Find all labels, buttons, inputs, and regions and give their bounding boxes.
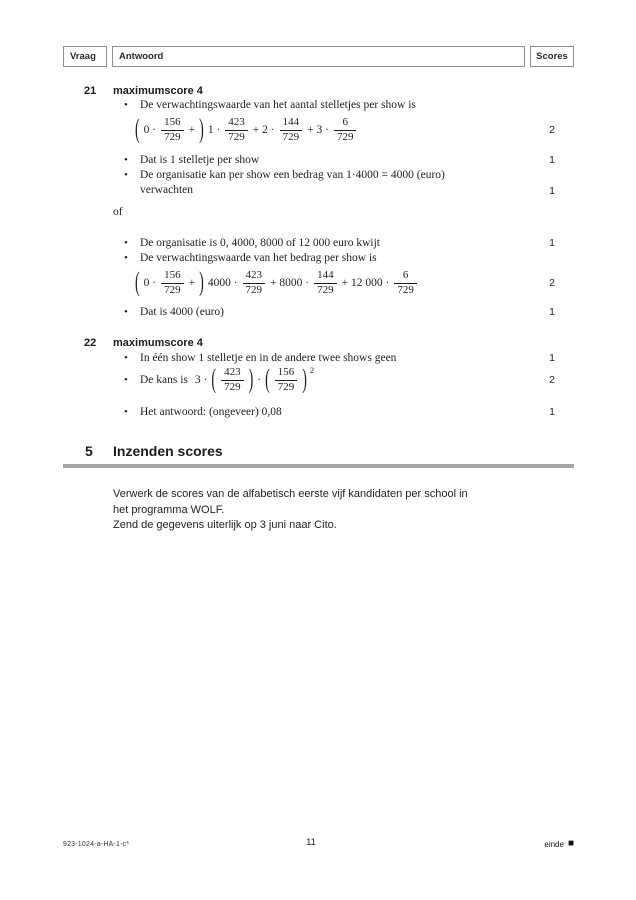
bullet-icon: • (124, 352, 128, 364)
instruction-line-2: het programma WOLF. (113, 503, 225, 516)
antwoord-label: Antwoord (119, 51, 164, 62)
bullet-text: Dat is 4000 (euro) (140, 306, 224, 318)
end-marker (544, 839, 574, 849)
einde-label: einde (544, 839, 564, 849)
bullet-text: De organisatie is 0, 4000, 8000 of 12 000 euro kwijt (140, 237, 380, 249)
q21-bullet-6 (63, 305, 574, 320)
score-value: 1 (549, 185, 555, 197)
score-value: 1 (549, 237, 555, 249)
alternative-separator: of (113, 206, 123, 218)
score-value: 1 (549, 306, 555, 318)
section-divider-rule (63, 464, 574, 468)
scores-label: Scores (536, 51, 568, 62)
section-number: 5 (85, 443, 93, 459)
bullet-text: In één show 1 stelletje en in de andere twee shows geen (140, 352, 397, 364)
vraag-label: Vraag (70, 51, 96, 62)
probability-formula: 3 · ( $\frac{423}{729}$ ) · ( $\frac{156}{729}$ ) $^2$ (194, 365, 315, 395)
q21-bullet-3 (63, 168, 574, 199)
expected-amount-formula: ( 0 · $\frac{156}{729}$ + ) 4000 · $\frac{423}{729}$ + 8000 · $\frac{144}{729}$ + 12 000 · $\frac{6}{729}$ (133, 269, 420, 296)
bullet-text (140, 168, 537, 199)
bullet-icon: • (124, 373, 128, 386)
kans-prefix: De kans is (140, 373, 188, 386)
bullet-icon: • (124, 306, 128, 318)
answer-content (63, 0, 574, 900)
bullet-text: De verwachtingswaarde van het aantal stelletjes per show is (140, 99, 416, 111)
score-value: 1 (549, 154, 555, 166)
instruction-line-1: Verwerk de scores van de alfabetisch eerste vijf kandidaten per school in (113, 488, 468, 500)
bullet-icon: • (124, 237, 128, 249)
bullet-icon: • (124, 252, 128, 264)
score-value: 2 (549, 373, 555, 386)
instruction-line-3: Zend de gegevens uiterlijk op 3 juni naar Cito. (113, 519, 337, 531)
bullet-icon: • (124, 154, 128, 166)
section-5-heading (63, 444, 574, 459)
question-22-heading (63, 336, 574, 351)
bullet-text-line-1: De organisatie kan per show een bedrag van 1·4000 = 4000 (euro) (140, 169, 445, 181)
q21-formula-1-row (63, 110, 574, 150)
section-title: Inzenden scores (113, 443, 223, 459)
question-21-heading (63, 84, 574, 99)
maximumscore-label: maximumscore 4 (113, 85, 203, 97)
score-value: 2 (549, 123, 555, 136)
score-value: 1 (549, 406, 555, 418)
formula-container (135, 268, 537, 298)
expected-value-formula: ( 0 · $\frac{156}{729}$ + ) 1 · $\frac{423}{729}$ + 2 · $\frac{144}{729}$ + 3 · $\frac{6}{729}$ (133, 116, 359, 143)
formula-container (135, 115, 537, 145)
question-number: 22 (84, 337, 97, 349)
end-square-icon: ■ (567, 838, 574, 849)
bullet-text: De verwachtingswaarde van het bedrag per show is (140, 252, 377, 264)
document-code: 923-1024-a-HA-1-c* (63, 841, 130, 848)
bullet-text: Het antwoord: (ongeveer) 0,08 (140, 406, 282, 418)
q21-bullet-4 (63, 236, 574, 251)
maximumscore-label: maximumscore 4 (113, 337, 203, 349)
score-value: 1 (549, 352, 555, 364)
q21-bullet-2 (63, 153, 574, 168)
bullet-icon: • (124, 99, 128, 111)
bullet-text-line-2: verwachten (140, 184, 193, 196)
bullet-icon: • (124, 169, 128, 181)
q22-bullet-3 (63, 405, 574, 420)
wolf-instructions (113, 487, 468, 534)
page-number: 11 (306, 837, 316, 848)
formula-container (140, 366, 537, 393)
bullet-icon: • (124, 406, 128, 418)
question-number: 21 (84, 85, 97, 97)
q21-formula-2-row (63, 263, 574, 303)
bullet-text: Dat is 1 stelletje per show (140, 154, 260, 166)
q22-formula-row (63, 360, 574, 400)
score-value: 2 (549, 276, 555, 289)
